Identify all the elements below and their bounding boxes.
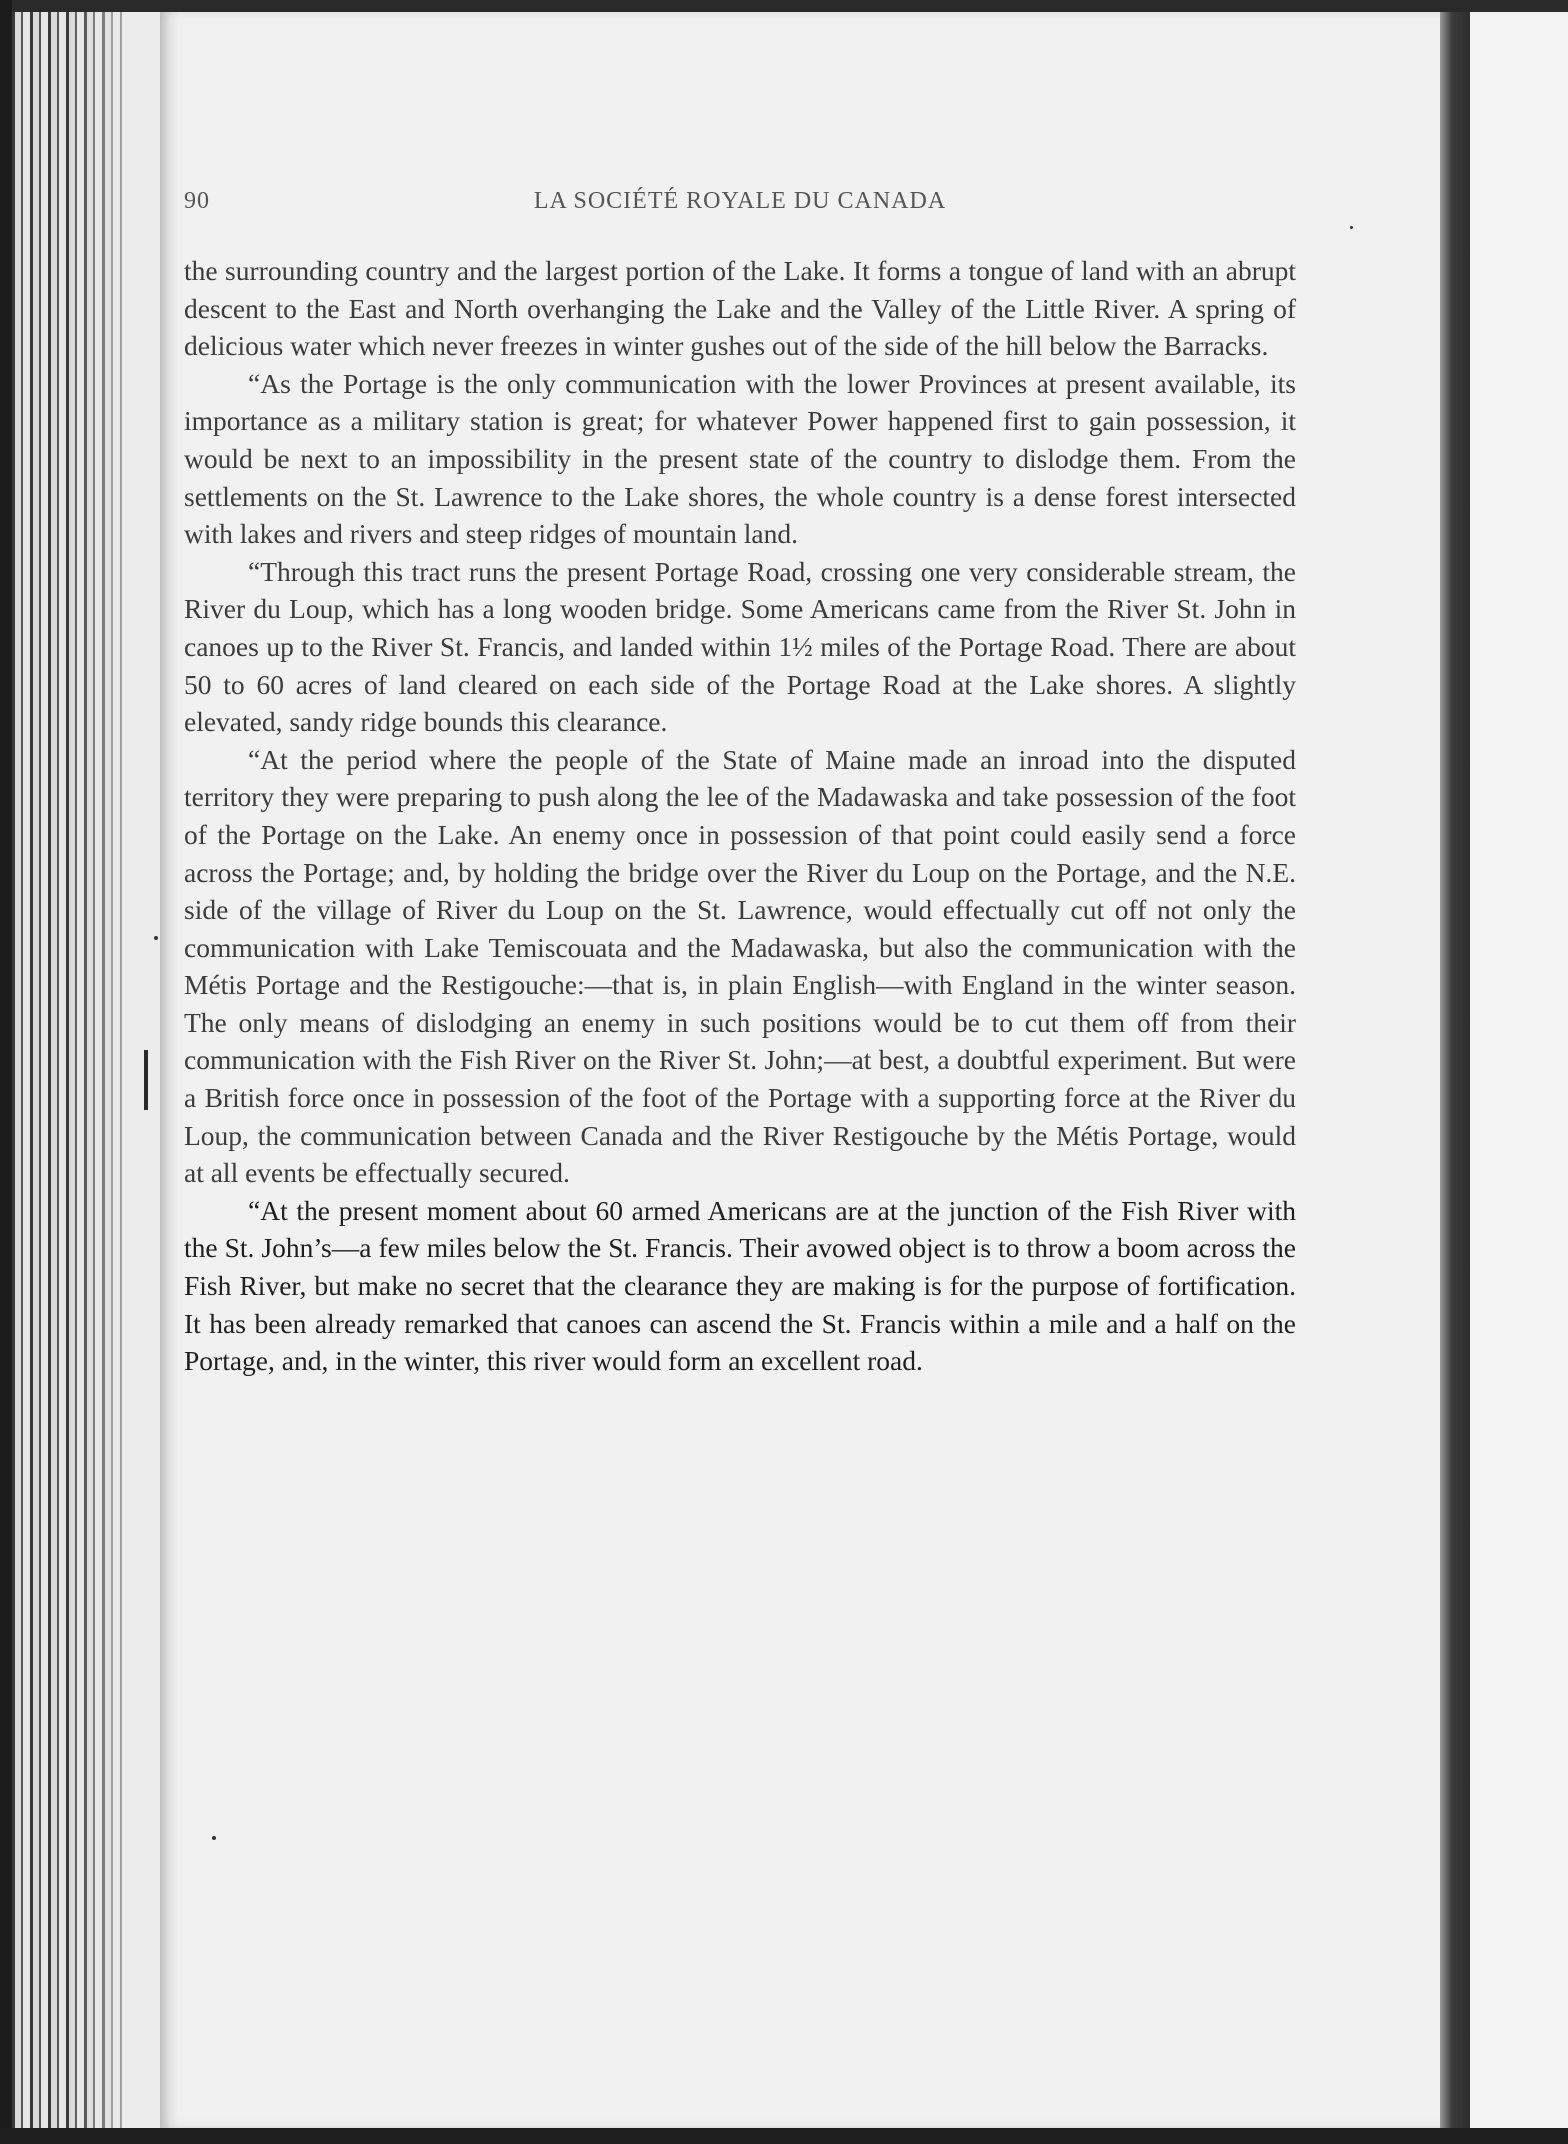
adjacent-page-strip <box>1470 12 1568 2128</box>
dust-speck <box>212 1836 216 1840</box>
paragraph: “As the Portage is the only communication with the lower Provinces at present available, its importance as a military station is great; for whatever Power happened first to gain possession, it would be next to an impossibility in the present state of the country to dislodge them. From the settlements on the St. Lawrence to the Lake shores, the whole country is a dense forest intersected with lakes and rivers and steep ridges of mountain land. <box>184 367 1296 550</box>
body-text <box>184 252 1296 1380</box>
dust-speck <box>1350 226 1353 229</box>
running-head <box>184 188 1296 224</box>
paragraph: “At the period where the people of the State of Maine made an inroad into the disputed territory they were preparing to push along the lee of the Madawaska and take possession of the foot of the Portage on the Lake. An enemy once in possession of that point could easily send a force across the Portage; and, by holding the bridge over the River du Loup on the Portage, and the N.E. side of the village of River du Loup on the St. Lawrence, would effectually cut off not only the communication with Lake Temiscouata and the Madawaska, but also the communication with the Métis Portage and the Restigouche:—that is, in plain English—with England in the winter season. The only means of dislodging an enemy in such positions would be to cut them off from their communication with the Fish River on the River St. John;—at best, a doubtful experiment. But were a British force once in possession of the foot of the Portage with a supporting force at the River du Loup, the communication between Canada and the River Restigouche by the Métis Portage, would at all events be effectually secured. <box>184 743 1296 1189</box>
paragraph: “At the present moment about 60 armed Americans are at the junction of the Fish River with the St. John’s—a few miles below the St. Francis. Their avowed object is to throw a boom across the Fish River, but make no secret that the clearance they are making is for the purpose of fortification. It has been already remarked that canoes can ascend the St. Francis within a mile and a half on the Portage, and, in the winter, this river would form an excellent road. <box>184 1194 1296 1377</box>
paragraph: “Through this tract runs the present Portage Road, crossing one very considerable stream, the River du Loup, which has a long wooden bridge. Some Americans came from the River St. John in canoes up to the River St. Francis, and landed within 1½ miles of the Portage Road. There are about 50 to 60 acres of land cleared on each side of the Portage Road at the Lake shores. A slightly elevated, sandy ridge bounds this clearance. <box>184 555 1296 738</box>
running-head-title: LA SOCIÉTÉ ROYALE DU CANADA <box>533 188 947 214</box>
scanner-frame-bottom <box>0 2128 1568 2144</box>
margin-mark <box>144 1050 148 1110</box>
right-page-gutter <box>1440 12 1470 2128</box>
paragraph: the surrounding country and the largest portion of the Lake. It forms a tongue of land with an abrupt descent to the East and North overhanging the Lake and the Valley of the Little River. A spring of delicious water which never freezes in winter gushes out of the side of the hill below the Barracks. <box>184 255 1296 362</box>
page-number: 90 <box>184 188 210 214</box>
scanner-frame-left <box>0 0 12 2144</box>
scanner-frame-top <box>0 0 1568 12</box>
dust-speck <box>154 936 158 940</box>
